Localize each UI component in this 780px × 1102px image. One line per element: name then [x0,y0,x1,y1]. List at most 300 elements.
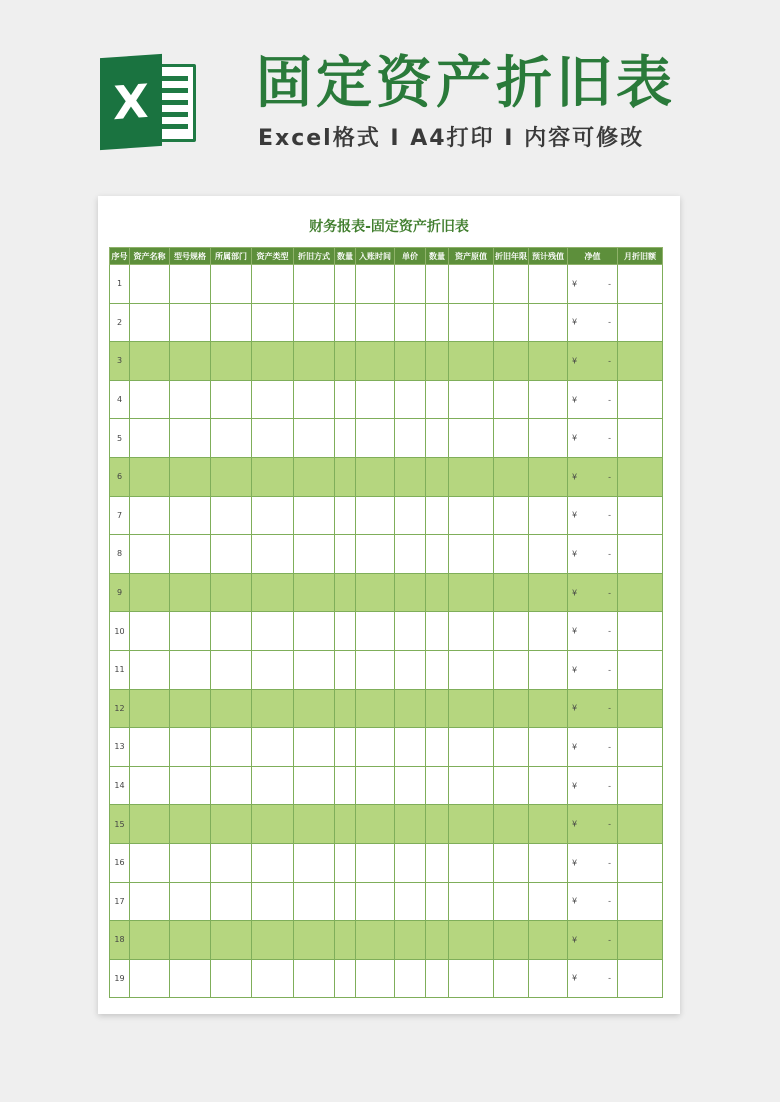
table-cell[interactable] [449,380,494,419]
table-cell[interactable] [335,342,356,381]
table-cell[interactable] [494,573,529,612]
table-cell[interactable] [426,766,449,805]
table-cell[interactable] [356,573,395,612]
table-cell[interactable] [395,265,426,304]
row-number-cell[interactable]: 16 [110,843,130,882]
net-value-cell[interactable] [568,342,618,381]
table-cell[interactable] [335,496,356,535]
net-value-cell[interactable] [568,882,618,921]
row-number-cell[interactable]: 17 [110,882,130,921]
table-cell[interactable] [494,959,529,998]
row-number-cell[interactable]: 11 [110,650,130,689]
table-cell[interactable] [335,419,356,458]
table-cell[interactable] [618,265,663,304]
table-cell[interactable] [294,959,335,998]
table-cell[interactable] [211,573,252,612]
table-cell[interactable] [426,959,449,998]
row-number-cell[interactable]: 12 [110,689,130,728]
table-cell[interactable] [494,419,529,458]
table-cell[interactable] [211,689,252,728]
table-cell[interactable] [356,496,395,535]
row-number-cell[interactable]: 6 [110,457,130,496]
table-cell[interactable] [449,265,494,304]
table-cell[interactable] [335,303,356,342]
net-value-cell[interactable] [568,766,618,805]
table-cell[interactable] [356,805,395,844]
table-cell[interactable] [130,573,170,612]
table-cell[interactable] [335,380,356,419]
table-cell[interactable] [426,689,449,728]
table-cell[interactable] [170,728,211,767]
row-number-cell[interactable]: 3 [110,342,130,381]
table-cell[interactable] [335,573,356,612]
table-cell[interactable] [395,380,426,419]
table-cell[interactable] [170,535,211,574]
table-cell[interactable] [170,766,211,805]
table-cell[interactable] [356,342,395,381]
table-cell[interactable] [449,573,494,612]
row-number-cell[interactable]: 14 [110,766,130,805]
table-cell[interactable] [130,766,170,805]
table-cell[interactable] [449,689,494,728]
table-cell[interactable] [335,959,356,998]
table-cell[interactable] [449,921,494,960]
table-cell[interactable] [449,612,494,651]
table-cell[interactable] [130,342,170,381]
table-cell[interactable] [130,882,170,921]
column-header: 资产原值 [449,248,494,265]
table-cell[interactable] [356,650,395,689]
table-cell[interactable] [211,457,252,496]
currency-symbol: ¥ [572,703,578,713]
table-cell[interactable] [170,843,211,882]
table-cell[interactable] [130,419,170,458]
table-cell[interactable] [529,457,568,496]
currency-symbol: ¥ [572,973,578,983]
table-cell[interactable] [494,457,529,496]
table-cell[interactable] [356,535,395,574]
table-cell[interactable] [494,728,529,767]
table-cell[interactable] [294,496,335,535]
table-cell[interactable] [426,535,449,574]
table-cell[interactable] [449,419,494,458]
table-cell[interactable] [395,843,426,882]
table-cell[interactable] [294,612,335,651]
table-cell[interactable] [252,380,294,419]
table-cell[interactable] [170,921,211,960]
table-cell[interactable] [170,573,211,612]
table-cell[interactable] [494,535,529,574]
table-cell[interactable] [529,342,568,381]
net-value-cell[interactable] [568,689,618,728]
table-cell[interactable] [618,689,663,728]
table-cell[interactable] [618,612,663,651]
table-cell[interactable] [211,766,252,805]
table-cell[interactable] [252,419,294,458]
table-cell[interactable] [294,689,335,728]
row-number-cell[interactable]: 5 [110,419,130,458]
table-cell[interactable] [494,612,529,651]
table-cell[interactable] [449,535,494,574]
table-cell[interactable] [252,728,294,767]
table-cell[interactable] [449,882,494,921]
table-cell[interactable] [294,573,335,612]
table-cell[interactable] [395,535,426,574]
table-cell[interactable] [211,728,252,767]
table-cell[interactable] [529,303,568,342]
table-cell[interactable] [252,843,294,882]
table-cell[interactable] [618,650,663,689]
table-cell[interactable] [211,419,252,458]
table-cell[interactable] [252,959,294,998]
table-cell[interactable] [529,843,568,882]
table-cell[interactable] [618,959,663,998]
table-cell[interactable] [449,650,494,689]
table-cell[interactable] [252,303,294,342]
table-cell[interactable] [494,342,529,381]
table-cell[interactable] [294,805,335,844]
table-cell[interactable] [356,303,395,342]
table-cell[interactable] [170,959,211,998]
table-cell[interactable] [294,921,335,960]
table-cell[interactable] [170,612,211,651]
table-cell[interactable] [395,342,426,381]
table-cell[interactable] [618,921,663,960]
table-cell[interactable] [529,265,568,304]
table-cell[interactable] [252,650,294,689]
row-number-cell[interactable]: 9 [110,573,130,612]
table-cell[interactable] [130,728,170,767]
table-cell[interactable] [170,380,211,419]
net-value-dash: - [608,858,611,868]
table-cell[interactable] [494,882,529,921]
net-value-cell[interactable] [568,265,618,304]
net-value-cell[interactable] [568,805,618,844]
net-value-cell[interactable] [568,959,618,998]
table-cell[interactable] [618,728,663,767]
table-cell[interactable] [529,612,568,651]
table-cell[interactable] [494,689,529,728]
table-cell[interactable] [426,265,449,304]
table-cell[interactable] [252,496,294,535]
table-cell[interactable] [130,303,170,342]
table-cell[interactable] [170,342,211,381]
table-cell[interactable] [294,419,335,458]
row-number-cell[interactable]: 13 [110,728,130,767]
table-cell[interactable] [494,805,529,844]
net-value-cell[interactable] [568,496,618,535]
table-cell[interactable] [395,689,426,728]
net-value-cell[interactable] [568,650,618,689]
table-cell[interactable] [494,766,529,805]
table-cell[interactable] [449,843,494,882]
table-cell[interactable] [529,805,568,844]
table-cell[interactable] [395,650,426,689]
table-cell[interactable] [294,457,335,496]
table-cell[interactable] [395,573,426,612]
table-cell[interactable] [529,380,568,419]
table-cell[interactable] [426,457,449,496]
table-cell[interactable] [356,380,395,419]
table-cell[interactable] [449,959,494,998]
row-number-cell[interactable]: 7 [110,496,130,535]
table-cell[interactable] [426,573,449,612]
table-cell[interactable] [294,882,335,921]
net-value-cell[interactable] [568,457,618,496]
table-cell[interactable] [335,612,356,651]
table-cell[interactable] [449,342,494,381]
table-cell[interactable] [426,650,449,689]
table-cell[interactable] [211,303,252,342]
table-cell[interactable] [211,882,252,921]
table-cell[interactable] [252,342,294,381]
net-value-dash: - [608,549,611,559]
table-cell[interactable] [449,457,494,496]
table-cell[interactable] [252,265,294,304]
table-cell[interactable] [170,457,211,496]
table-cell[interactable] [395,766,426,805]
table-cell[interactable] [170,805,211,844]
table-cell[interactable] [426,728,449,767]
table-cell[interactable] [211,535,252,574]
table-cell[interactable] [335,265,356,304]
table-cell[interactable] [170,882,211,921]
table-cell[interactable] [618,882,663,921]
table-cell[interactable] [211,496,252,535]
table-cell[interactable] [252,457,294,496]
table-cell[interactable] [211,265,252,304]
net-value-cell[interactable] [568,535,618,574]
table-cell[interactable] [356,689,395,728]
table-cell[interactable] [252,573,294,612]
table-cell[interactable] [618,843,663,882]
table-cell[interactable] [252,535,294,574]
table-cell[interactable] [618,766,663,805]
table-cell[interactable] [395,959,426,998]
row-number-cell[interactable]: 8 [110,535,130,574]
table-cell[interactable] [170,689,211,728]
column-header: 资产名称 [130,248,170,265]
table-cell[interactable] [130,496,170,535]
table-cell[interactable] [529,882,568,921]
table-cell[interactable] [529,535,568,574]
table-cell[interactable] [356,728,395,767]
row-number-cell[interactable]: 4 [110,380,130,419]
table-cell[interactable] [618,303,663,342]
table-cell[interactable] [395,882,426,921]
table-cell[interactable] [335,882,356,921]
row-number-cell[interactable]: 19 [110,959,130,998]
table-cell[interactable] [356,265,395,304]
net-value-cell[interactable] [568,843,618,882]
table-cell[interactable] [211,843,252,882]
net-value-cell[interactable] [568,419,618,458]
table-cell[interactable] [395,921,426,960]
table-cell[interactable] [294,650,335,689]
table-cell[interactable] [395,419,426,458]
table-cell[interactable] [426,805,449,844]
table-cell[interactable] [529,419,568,458]
table-cell[interactable] [211,805,252,844]
table-cell[interactable] [356,457,395,496]
table-cell[interactable] [356,959,395,998]
table-cell[interactable] [130,959,170,998]
table-cell[interactable] [494,843,529,882]
table-cell[interactable] [618,535,663,574]
table-cell[interactable] [130,612,170,651]
table-cell[interactable] [494,265,529,304]
table-cell[interactable] [529,728,568,767]
table-cell[interactable] [170,303,211,342]
table-cell[interactable] [356,612,395,651]
table-cell[interactable] [252,612,294,651]
table-cell[interactable] [395,612,426,651]
table-cell[interactable] [211,921,252,960]
net-value-cell[interactable] [568,728,618,767]
table-cell[interactable] [294,843,335,882]
net-value-cell[interactable] [568,921,618,960]
table-cell[interactable] [395,303,426,342]
table-cell[interactable] [335,766,356,805]
table-cell[interactable] [618,419,663,458]
table-cell[interactable] [130,921,170,960]
table-cell[interactable] [130,689,170,728]
table-cell[interactable] [494,650,529,689]
table-cell[interactable] [130,380,170,419]
table-cell[interactable] [294,342,335,381]
table-cell[interactable] [449,496,494,535]
table-cell[interactable] [529,766,568,805]
table-cell[interactable] [426,303,449,342]
table-row [110,612,663,651]
table-cell[interactable] [618,573,663,612]
table-cell[interactable] [426,496,449,535]
table-cell[interactable] [494,921,529,960]
row-number-cell[interactable]: 10 [110,612,130,651]
table-cell[interactable] [335,535,356,574]
net-value-cell[interactable] [568,303,618,342]
table-cell[interactable] [426,419,449,458]
table-cell[interactable] [529,959,568,998]
table-cell[interactable] [356,882,395,921]
table-cell[interactable] [494,303,529,342]
table-row [110,728,663,767]
table-cell[interactable] [395,496,426,535]
table-cell[interactable] [395,728,426,767]
table-body [110,265,663,998]
table-cell[interactable] [618,457,663,496]
currency-symbol: ¥ [572,665,578,675]
table-cell[interactable] [211,612,252,651]
table-cell[interactable] [529,689,568,728]
table-cell[interactable] [618,496,663,535]
table-cell[interactable] [252,882,294,921]
table-cell[interactable] [170,265,211,304]
table-cell[interactable] [170,496,211,535]
table-cell[interactable] [294,265,335,304]
table-cell[interactable] [335,805,356,844]
net-value-cell[interactable] [568,612,618,651]
table-cell[interactable] [294,303,335,342]
table-cell[interactable] [335,457,356,496]
row-number-cell[interactable]: 15 [110,805,130,844]
table-cell[interactable] [356,921,395,960]
table-cell[interactable] [426,380,449,419]
row-number-cell[interactable]: 2 [110,303,130,342]
table-cell[interactable] [356,766,395,805]
table-cell[interactable] [211,959,252,998]
table-cell[interactable] [449,728,494,767]
table-cell[interactable] [252,921,294,960]
table-cell[interactable] [211,650,252,689]
table-cell[interactable] [529,496,568,535]
table-cell[interactable] [426,612,449,651]
table-cell[interactable] [130,535,170,574]
net-value-dash: - [608,510,611,520]
table-cell[interactable] [426,921,449,960]
table-cell[interactable] [335,921,356,960]
table-cell[interactable] [294,535,335,574]
table-cell[interactable] [356,843,395,882]
table-cell[interactable] [449,805,494,844]
net-value-cell[interactable] [568,573,618,612]
table-cell[interactable] [170,650,211,689]
table-row [110,419,663,458]
table-cell[interactable] [252,766,294,805]
net-value-dash: - [608,781,611,791]
table-cell[interactable] [529,650,568,689]
table-cell[interactable] [529,573,568,612]
table-cell[interactable] [335,843,356,882]
row-number-cell[interactable]: 1 [110,265,130,304]
table-cell[interactable] [130,265,170,304]
currency-symbol: ¥ [572,626,578,636]
row-number-cell[interactable]: 18 [110,921,130,960]
table-cell[interactable] [130,457,170,496]
table-cell[interactable] [130,843,170,882]
table-cell[interactable] [252,689,294,728]
table-cell[interactable] [335,650,356,689]
table-cell[interactable] [618,380,663,419]
table-cell[interactable] [130,650,170,689]
table-cell[interactable] [426,882,449,921]
table-cell[interactable] [294,728,335,767]
table-cell[interactable] [494,380,529,419]
table-cell[interactable] [395,805,426,844]
table-cell[interactable] [395,457,426,496]
table-cell[interactable] [252,805,294,844]
table-cell[interactable] [426,843,449,882]
table-cell[interactable] [294,766,335,805]
net-value-cell[interactable] [568,380,618,419]
table-cell[interactable] [529,921,568,960]
table-cell[interactable] [211,380,252,419]
table-cell[interactable] [618,342,663,381]
table-cell[interactable] [618,805,663,844]
table-row [110,843,663,882]
table-cell[interactable] [335,728,356,767]
table-cell[interactable] [449,766,494,805]
table-cell[interactable] [170,419,211,458]
table-cell[interactable] [335,689,356,728]
table-cell[interactable] [449,303,494,342]
table-cell[interactable] [426,342,449,381]
table-cell[interactable] [294,380,335,419]
table-cell[interactable] [356,419,395,458]
table-cell[interactable] [130,805,170,844]
table-cell[interactable] [211,342,252,381]
table-cell[interactable] [494,496,529,535]
